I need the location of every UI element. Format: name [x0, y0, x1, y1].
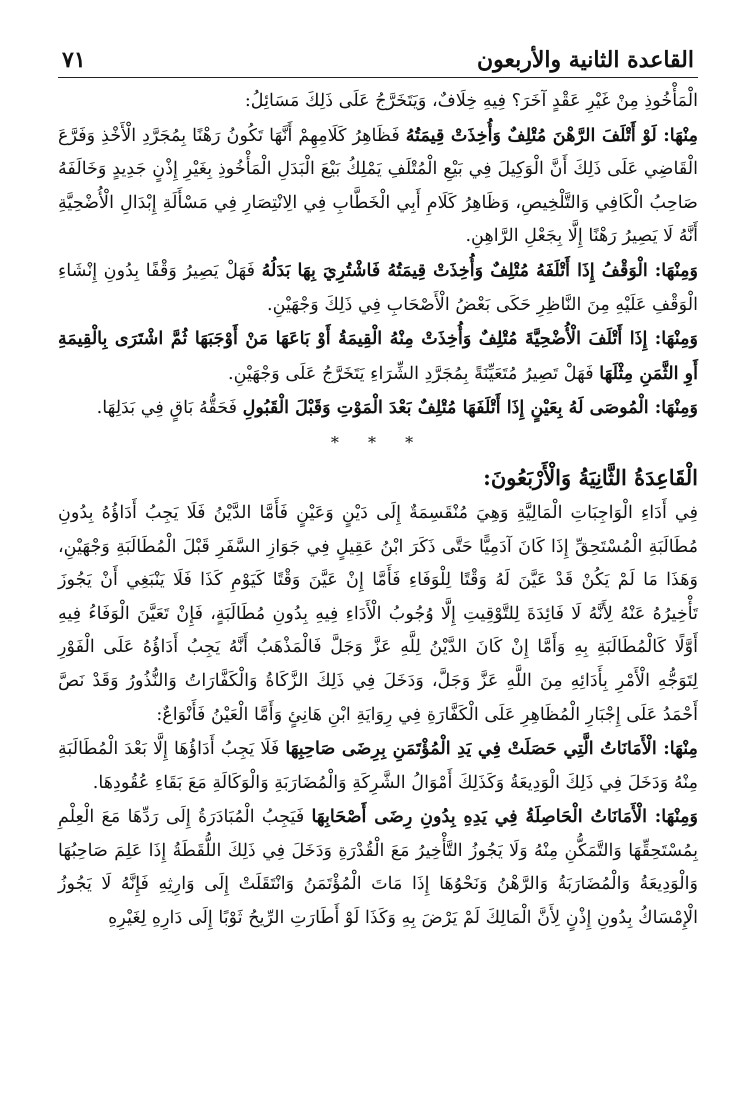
section-separator: * * *: [330, 432, 426, 452]
paragraph-text: فَحَقُّهُ بَاقٍ فِي بَدَلِهَا.: [96, 398, 243, 419]
paragraph-lead: وَمِنْهَا: الْمُوصَى لَهُ بِعَيْنٍ إِذَا أَتْلَفَهَا مُتْلِفٌ بَعْدَ الْمَوْتِ وَقَبْلَ الْقَبُولِ: [242, 397, 698, 419]
paragraphs-after: [58, 496, 698, 936]
paragraph: [58, 119, 698, 254]
paragraph: [58, 84, 698, 119]
paragraph-text: فَلَا يَجِبُ أَدَاؤُهَا إِلَّا بَعْدَ الْمُطَالَبَةِ مِنْهُ وَدَخَلَ فِي ذَلِكَ الْوَدِيعَةُ وَكَذَلِكَ أَمْوَالُ الشَّرِكَةِ وَالْمُضَارَبَةِ وَالْوَكَالَةِ مَعَ بَقَاءِ عُقُودِهَا.: [58, 739, 698, 793]
paragraph-lead: وَمِنْهَا: الْوَقْفُ إِذَا أَتْلَفَهُ مُتْلِفٌ وَأُخِذَتْ قِيمَتُهُ فَاشْتُرِيَ بِهَا بَدَلُهُ: [261, 259, 698, 281]
paragraph-text: الْمَأْخُوذِ مِنْ غَيْرِ عَقْدٍ آخَرَ؟ فِيهِ خِلَافٌ، وَيَتَخَرَّجُ عَلَى ذَلِكَ مَسَائِلُ:: [244, 91, 698, 111]
paragraph-lead: مِنْهَا: لَوْ أَتْلَفَ الرَّهْنَ مُتْلِفٌ وَأُخِذَتْ قِيمَتُهُ: [405, 124, 699, 146]
page-body: [58, 84, 698, 936]
paragraph: [58, 254, 698, 322]
paragraph-text: فَهَلْ يَصِيرُ وَقْفًا بِدُونِ إِنْشَاءِ الْوَقْفِ عَلَيْهِ مِنَ النَّاظِرِ حَكَى بَعْضُ الْأَصْحَابِ فِي ذَلِكَ وَجْهَيْنِ.: [58, 260, 698, 315]
paragraph: [58, 732, 698, 800]
paragraph-text: فَهَلْ تَصِيرُ مُتَعَيِّنَةً بِمُجَرَّدِ الشِّرَاءِ يَتَخَرَّجُ عَلَى وَجْهَيْنِ.: [228, 363, 600, 384]
paragraph: [58, 391, 698, 426]
paragraph-text: فَيَجِبُ الْمُبَادَرَةُ إِلَى رَدِّهَا مَعَ الْعِلْمِ بِمُسْتَحِقِّهَا وَالتَّمَكُّنِ مِنْهُ وَلَا يَجُوزُ التَّأْخِيرُ مَعَ الْقُدْرَةِ وَدَخَلَ فِي ذَلِكَ اللُّقَطَةُ إِذَا عَلِمَ صَاحِبُهَا وَالْوَدِيعَةُ وَالْمُضَارَبَةُ وَالرَّهْنُ وَنَحْوُهَا إِذَا مَاتَ الْمُؤْتَمَنُ وَانْتَقَلَتْ إِلَى وَارِثِهِ فَإِنَّهُ لَا يَجُوزُ الْإِمْسَاكُ بِدُونِ إِذْنٍ لِأَنَّ الْمَالِكَ لَمْ يَرْضَ بِهِ وَكَذَا لَوْ أَطَارَتِ الرِّيحُ ثَوْبًا إِلَى دَارِهِ لِغَيْرِهِ: [58, 807, 698, 929]
paragraph-lead: مِنْهَا: الْأَمَانَاتُ الَّتِي حَصَلَتْ فِي يَدِ الْمُؤْتَمَنِ بِرِضَى صَاحِبِهَا: [285, 738, 698, 760]
paragraph-lead: وَمِنْهَا: الْأَمَانَاتُ الْحَاصِلَةُ فِي يَدِهِ بِدُونِ رِضَى أَصْحَابِهَا: [311, 806, 698, 828]
paragraph-lead: وَمِنْهَا: إِذَا أَتْلَفَ الْأُضْحِيَّةَ مُتْلِفٌ وَأُخِذَتْ مِنْهُ الْقِيمَةُ أَوْ بَاعَهَا مَنْ أَوْجَبَهَا ثُمَّ اشْتَرَى بِالْقِيمَةِ أَوِ الثَّمَنِ مِثْلَهَا: [58, 328, 698, 384]
book-page: [58, 42, 698, 936]
section-title: الْقَاعِدَةُ الثَّانِيَةُ وَالْأَرْبَعُونَ:: [483, 464, 698, 490]
paragraph-text: فَظَاهِرُ كَلَامِهِمْ أَنَّهَا تَكُونُ رَهْنًا بِمُجَرَّدِ الْأَخْذِ وَفَرَّعَ الْقَاضِي عَلَى ذَلِكَ أَنَّ الْوَكِيلَ فِي بَيْعِ الْمُتْلَفِ يَمْلِكُ بَيْعَ الْبَدَلِ الْمَأْخُوذِ بِغَيْرِ إِذْنٍ جَدِيدٍ وَخَالَفَهُ صَاحِبُ الْكَافِي وَالتَّلْخِيصِ، وَظَاهِرُ كَلَامِ أَبِي الْخَطَّابِ فِي الِانْتِصَارِ فِي مَسْأَلَةِ إِبْدَالِ الْأُضْحِيَّةِ أَنَّهُ لَا يَصِيرُ رَهْنًا إِلَّا بِجَعْلِ الرَّاهِنِ.: [58, 125, 698, 247]
header-title: القاعدة الثانية والأربعون: [476, 47, 694, 73]
page-number: ٧١: [62, 47, 86, 73]
paragraphs-before: [58, 84, 698, 426]
paragraph: [58, 496, 698, 732]
paragraph: [58, 800, 698, 935]
paragraph: [58, 322, 698, 391]
running-header: [58, 42, 698, 78]
paragraph-text: فِي أَدَاءِ الْوَاجِبَاتِ الْمَالِيَّةِ وَهِيَ مُنْقَسِمَةٌ إِلَى دَيْنٍ وَعَيْنٍ فَأَمَّا الدَّيْنُ فَلَا يَجِبُ أَدَاؤُهُ بِدُونِ مُطَالَبَةِ الْمُسْتَحِقِّ إِذَا كَانَ آدَمِيًّا حَتَّى ذَكَرَ ابْنُ عَقِيلٍ فِي جَوَازِ السَّفَرِ قَبْلَ الْمُطَالَبَةِ وَجْهَيْنِ، وَهَذَا مَا لَمْ يَكُنْ قَدْ عَيَّنَ لَهُ وَقْتًا لِلْوَفَاءِ فَأَمَّا إِنْ عَيَّنَ وَقْتًا كَيَوْمِ كَذَا فَلَا يَنْبَغِي أَنْ يَجُوزَ تَأْخِيرُهُ عَنْهُ لِأَنَّهُ لَا فَائِدَةَ لِلتَّوْقِيتِ إِلَّا وُجُوبُ الْأَدَاءِ فِيهِ بِدُونِ مُطَالَبَةٍ، فَإِنْ تَعَيَّنَ الْوَفَاءُ فِيهِ أَوَّلًا كَالْمُطَالَبَةِ بِهِ وَأَمَّا إِنْ كَانَ الدَّيْنُ لِلَّهِ عَزَّ وَجَلَّ فَالْمَذْهَبُ أَنَّهُ يَجِبُ أَدَاؤُهُ عَلَى الْفَوْرِ لِتَوَجُّهِ الْأَمْرِ بِأَدَائِهِ مِنَ اللَّهِ عَزَّ وَجَلَّ، وَدَخَلَ فِي ذَلِكَ الزَّكَاةُ وَالْكَفَّارَاتُ وَالنُّذُورُ وَقَدْ نَصَّ أَحْمَدُ عَلَى إِجْبَارِ الْمُظَاهِرِ عَلَى الْكَفَّارَةِ فِي رِوَايَةِ ابْنِ هَانِئٍ وَأَمَّا الْعَيْنُ فَأَنْوَاعٌ:: [58, 502, 698, 725]
